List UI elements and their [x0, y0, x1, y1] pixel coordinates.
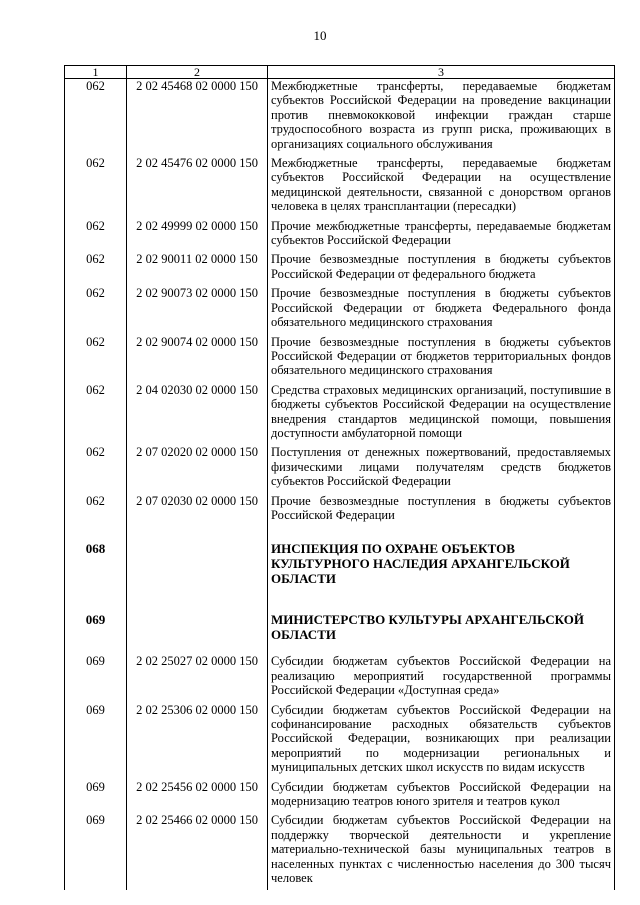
income-codes-table	[64, 65, 615, 890]
admin-code: 062	[65, 252, 127, 286]
income-code: 2 02 90073 02 0000 150	[127, 286, 268, 334]
admin-code: 062	[65, 79, 127, 157]
income-code	[127, 527, 268, 598]
column-header-3: 3	[268, 66, 615, 79]
income-description: Средства страховых медицинских организаций, поступившие в бюджеты субъектов Российской Федерации на осуществление внедрения стандартов медицинской помощи, повышения доступности амбулаторной помощи	[268, 383, 615, 446]
income-description: Прочие безвозмездные поступления в бюджеты субъектов Российской Федерации	[268, 494, 615, 528]
income-code	[127, 598, 268, 654]
admin-code: 062	[65, 383, 127, 446]
income-code: 2 04 02030 02 0000 150	[127, 383, 268, 446]
income-description: Прочие безвозмездные поступления в бюджеты субъектов Российской Федерации от бюджета Федерального фонда обязательного медицинского страхования	[268, 286, 615, 334]
income-description: Прочие безвозмездные поступления в бюджеты субъектов Российской Федерации от федерального бюджета	[268, 252, 615, 286]
table-row	[65, 494, 615, 528]
income-code: 2 02 45468 02 0000 150	[127, 79, 268, 157]
income-description: Прочие безвозмездные поступления в бюджеты субъектов Российской Федерации от бюджетов территориальных фондов обязательного медицинского страхования	[268, 335, 615, 383]
income-code: 2 02 25027 02 0000 150	[127, 654, 268, 702]
table-row	[65, 286, 615, 334]
table-row	[65, 335, 615, 383]
income-description: Субсидии бюджетам субъектов Российской Федерации на реализацию мероприятий государственной программы Российской Федерации «Доступная среда»	[268, 654, 615, 702]
income-description: Субсидии бюджетам субъектов Российской Федерации на поддержку творческой деятельности и укрепление материально-технической базы муниципальных театров в населенных пунктах с численностью населения до 300 тысяч человек	[268, 813, 615, 890]
table-row	[65, 780, 615, 814]
table-row	[65, 813, 615, 890]
admin-code: 062	[65, 335, 127, 383]
income-description: Межбюджетные трансферты, передаваемые бюджетам субъектов Российской Федерации на осуществление медицинской деятельности, связанной с донорством органов человека в целях трансплантации (пересадки)	[268, 156, 615, 219]
admin-code: 069	[65, 654, 127, 702]
table-row	[65, 252, 615, 286]
admin-code: 069	[65, 598, 127, 654]
income-description: Субсидии бюджетам субъектов Российской Федерации на модернизацию театров юного зрителя и театров кукол	[268, 780, 615, 814]
column-header-1: 1	[65, 66, 127, 79]
income-code: 2 02 90011 02 0000 150	[127, 252, 268, 286]
org-header-row	[65, 527, 615, 598]
income-code: 2 02 25466 02 0000 150	[127, 813, 268, 890]
income-code: 2 02 90074 02 0000 150	[127, 335, 268, 383]
admin-code: 069	[65, 780, 127, 814]
table-header-row	[65, 66, 615, 79]
admin-code: 062	[65, 494, 127, 528]
table-row	[65, 79, 615, 157]
table-row	[65, 383, 615, 446]
income-code: 2 02 25456 02 0000 150	[127, 780, 268, 814]
org-name: МИНИСТЕРСТВО КУЛЬТУРЫ АРХАНГЕЛЬСКОЙ ОБЛАСТИ	[268, 598, 615, 654]
income-description: Межбюджетные трансферты, передаваемые бюджетам субъектов Российской Федерации на проведение вакцинации против пневмококковой инфекции граждан старше трудоспособного возраста из групп риска, проживающих в организациях социального обслуживания	[268, 79, 615, 157]
income-code: 2 02 25306 02 0000 150	[127, 703, 268, 780]
admin-code: 062	[65, 156, 127, 219]
admin-code: 068	[65, 527, 127, 598]
income-code: 2 02 49999 02 0000 150	[127, 219, 268, 253]
table-row	[65, 445, 615, 493]
org-header-row	[65, 598, 615, 654]
income-description: Поступления от денежных пожертвований, предоставляемых физическими лицами получателям средств бюджетов субъектов Российской Федерации	[268, 445, 615, 493]
admin-code: 062	[65, 219, 127, 253]
table-row	[65, 654, 615, 702]
column-header-2: 2	[127, 66, 268, 79]
table-row	[65, 219, 615, 253]
admin-code: 062	[65, 445, 127, 493]
income-code: 2 02 45476 02 0000 150	[127, 156, 268, 219]
table-row	[65, 156, 615, 219]
admin-code: 062	[65, 286, 127, 334]
income-description: Субсидии бюджетам субъектов Российской Федерации на софинансирование расходных обязательств субъектов Российской Федерации, возникающих при реализации мероприятий по модернизации региональных и муниципальных детских школ искусств по видам искусств	[268, 703, 615, 780]
page-number: 10	[313, 28, 327, 43]
income-code: 2 07 02020 02 0000 150	[127, 445, 268, 493]
admin-code: 069	[65, 813, 127, 890]
admin-code: 069	[65, 703, 127, 780]
income-description: Прочие межбюджетные трансферты, передаваемые бюджетам субъектов Российской Федерации	[268, 219, 615, 253]
table-row	[65, 703, 615, 780]
income-code: 2 07 02030 02 0000 150	[127, 494, 268, 528]
org-name: ИНСПЕКЦИЯ ПО ОХРАНЕ ОБЪЕКТОВ КУЛЬТУРНОГО НАСЛЕДИЯ АРХАНГЕЛЬСКОЙ ОБЛАСТИ	[268, 527, 615, 598]
